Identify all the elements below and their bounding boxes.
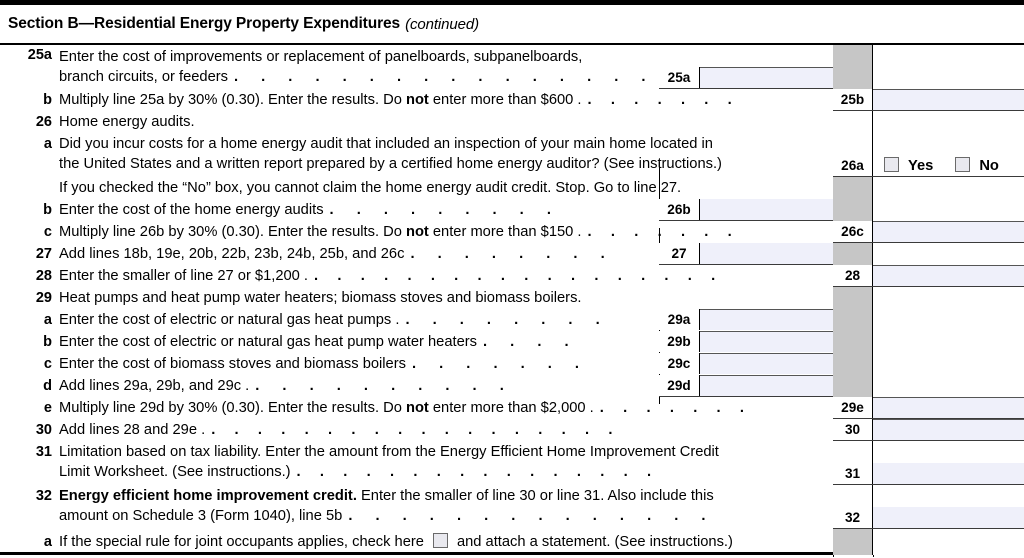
- checkbox-joint-occupants[interactable]: [433, 533, 448, 548]
- line-number-26c: c: [43, 224, 52, 240]
- gray-block-25a: [833, 45, 873, 89]
- line-text-32a: If the special rule for joint occupants applies, check here and attach a statement. (See instructions.): [59, 534, 733, 550]
- line-row-27: [0, 243, 1024, 265]
- box-label-25b: 25b: [833, 89, 873, 111]
- box-label-29c: 29c: [659, 353, 700, 374]
- line-number-28: 28: [35, 268, 52, 284]
- amount-field-32[interactable]: [873, 507, 1024, 529]
- box-label-26b: 26b: [659, 199, 700, 220]
- white-block-31-top: [833, 441, 873, 463]
- line-text-25a-part1: Enter the cost of improvements or replacement of panelboards, subpanelboards,: [59, 49, 583, 65]
- line-text-29c: Enter the cost of biomass stoves and biomass boilers . . . . . . .: [59, 356, 589, 372]
- line-text-29: Heat pumps and heat pump water heaters; biomass stoves and biomass boilers.: [59, 290, 582, 306]
- box-label-32: 32: [833, 507, 873, 529]
- leader-dots-32: . . . . . . . . . . . . . .: [348, 508, 715, 524]
- section-title: Section B—Residential Energy Property Expenditures: [8, 15, 401, 32]
- leader-dots-29c: . . . . . . .: [411, 356, 589, 372]
- line-row-32a: [0, 529, 1024, 555]
- line-text-27: Add lines 18b, 19e, 20b, 22b, 23b, 24b, 25b, and 26c . . . . . . . .: [59, 246, 615, 262]
- line-number-31: 31: [35, 444, 52, 460]
- line-number-25b: b: [43, 92, 52, 108]
- main-blank-29d: [873, 375, 1024, 397]
- form-table: [0, 43, 1024, 555]
- main-blank-29a: [873, 309, 1024, 331]
- checkbox-no-26a[interactable]: [955, 157, 970, 172]
- line-row-26-note: [0, 177, 1024, 199]
- leader-dots-31: . . . . . . . . . . . . . . . .: [296, 464, 659, 480]
- main-blank-26-note: [873, 177, 1024, 199]
- line-number-29a: a: [43, 312, 52, 328]
- line-number-30: 30: [35, 422, 52, 438]
- line-row-30: [0, 419, 1024, 441]
- gray-block-29: [833, 287, 873, 309]
- box-label-30: 30: [833, 419, 873, 441]
- main-blank-27: [873, 243, 1024, 265]
- gray-block-26b: [833, 199, 873, 221]
- line-text-29a: Enter the cost of electric or natural gas heat pumps . . . . . . . . .: [59, 312, 610, 328]
- gray-block-29d: [833, 375, 873, 397]
- line-number-26: 26: [35, 114, 52, 130]
- line-number-26b: b: [43, 202, 52, 218]
- line-text-32-part1: Energy efficient home improvement credit. Enter the smaller of line 30 or line 31. Also include this: [59, 488, 714, 504]
- leader-dots-25a: . . . . . . . . . . . . . . . .: [233, 69, 655, 85]
- line-row-29c: [0, 353, 1024, 375]
- label-no-26a: No: [979, 158, 999, 174]
- line-text-29d: Add lines 29a, 29b, and 29c . . . . . . . . . . .: [59, 378, 514, 394]
- line-text-32-part2: amount on Schedule 3 (Form 1040), line 5b . . . . . . . . . . . . . .: [59, 508, 715, 524]
- box-label-29a: 29a: [659, 309, 700, 330]
- main-blank-31-top: [873, 441, 1024, 463]
- line-number-29b: b: [43, 334, 52, 350]
- line-text-26b: Enter the cost of the home energy audits . . . . . . . . .: [59, 202, 561, 218]
- main-blank-26: [873, 111, 1024, 133]
- gray-block-26-note: [833, 177, 873, 199]
- line-text-29e: Multiply line 29d by 30% (0.30). Enter the results. Do not enter more than $2,000 . . . . . . . .: [59, 400, 752, 416]
- line-row-31: [0, 441, 1024, 485]
- main-blank-29c: [873, 353, 1024, 375]
- line-number-25a: 25a: [27, 47, 52, 63]
- line-text-31-part2: Limit Worksheet. (See instructions.) . . . . . . . . . . . . . . . .: [59, 464, 659, 480]
- line-text-26a-part2: the United States and a written report prepared by a certified home energy auditor? (See instructions.): [59, 156, 722, 172]
- line-row-29d: [0, 375, 1024, 397]
- line-row-29b: [0, 331, 1024, 353]
- leader-dots-28: . . . . . . . . . . . . . . . . . .: [314, 268, 723, 284]
- white-block-26a-top: [833, 133, 873, 155]
- line-number-26a: a: [43, 136, 52, 152]
- box-label-29d: 29d: [659, 375, 700, 396]
- leader-dots-30: . . . . . . . . . . . . . . . . . .: [211, 422, 621, 438]
- line-text-31-part1: Limitation based on tax liability. Enter the amount from the Energy Efficient Home Improvement Credit: [59, 444, 719, 460]
- line-number-29: 29: [35, 290, 52, 306]
- main-blank-25a: [873, 45, 1024, 89]
- main-blank-26a-top: [873, 133, 1024, 155]
- gray-block-29a: [833, 309, 873, 331]
- line-number-32: 32: [35, 488, 52, 504]
- gray-block-27: [833, 243, 873, 265]
- amount-field-28[interactable]: [873, 265, 1024, 287]
- line-row-26b: [0, 199, 1024, 221]
- box-label-26a: 26a: [833, 155, 873, 177]
- amount-field-26c[interactable]: [873, 221, 1024, 243]
- box-label-29e: 29e: [833, 397, 873, 419]
- box-label-26c: 26c: [833, 221, 873, 243]
- line-row-32: [0, 485, 1024, 529]
- line-text-26: Home energy audits.: [59, 114, 195, 130]
- leader-dots-29b: . . . .: [483, 334, 579, 350]
- amount-field-29e[interactable]: [873, 397, 1024, 419]
- leader-dots-29e: . . . . . . .: [599, 400, 752, 416]
- line-number-32a: a: [43, 534, 52, 550]
- line-row-25a: [0, 45, 1024, 89]
- line-text-26c: Multiply line 26b by 30% (0.30). Enter the results. Do not enter more than $150 . . . . . . . .: [59, 224, 740, 240]
- label-yes-26a: Yes: [908, 158, 934, 174]
- white-block-32-top: [833, 485, 873, 507]
- box-label-25a: 25a: [659, 67, 700, 88]
- box-label-28: 28: [833, 265, 873, 287]
- leader-dots-26b: . . . . . . . . .: [329, 202, 561, 218]
- line-row-26c: [0, 221, 1024, 243]
- amount-field-31[interactable]: [873, 463, 1024, 485]
- yes-no-group-26a: [884, 155, 999, 177]
- line-text-26-note: If you checked the “No” box, you cannot claim the home energy audit credit. Stop. Go to line 27.: [59, 180, 682, 196]
- leader-dots-25b: . . . . . . .: [587, 92, 740, 108]
- line-row-29e: [0, 397, 1024, 419]
- white-block-26: [833, 111, 873, 133]
- inner-blank-29: [659, 287, 833, 309]
- line-row-26a: [0, 133, 1024, 177]
- line-number-29c: c: [43, 356, 52, 372]
- main-blank-26b: [873, 199, 1024, 221]
- line-row-25b: [0, 89, 1024, 111]
- line-number-27: 27: [35, 246, 52, 262]
- line-row-29a: [0, 309, 1024, 331]
- leader-dots-29a: . . . . . . . .: [405, 312, 610, 328]
- line-text-25a-part2: branch circuits, or feeders . . . . . . . . . . . . . . . .: [59, 69, 655, 85]
- line-row-26: [0, 111, 1024, 133]
- main-blank-29b: [873, 331, 1024, 353]
- line-text-25b: Multiply line 25a by 30% (0.30). Enter the results. Do not enter more than $600 . . . . . . . .: [59, 92, 740, 108]
- gray-block-29c: [833, 353, 873, 375]
- box-label-27: 27: [659, 243, 700, 264]
- line-text-29b: Enter the cost of electric or natural gas heat pump water heaters . . . .: [59, 334, 579, 350]
- line-row-28: [0, 265, 1024, 287]
- main-blank-32-top: [873, 485, 1024, 507]
- leader-dots-26c: . . . . . . .: [587, 224, 740, 240]
- box-label-29b: 29b: [659, 331, 700, 352]
- main-blank-32a: [873, 529, 1024, 555]
- checkbox-yes-26a[interactable]: [884, 157, 899, 172]
- line-text-30: Add lines 28 and 29e . . . . . . . . . . . . . . . . . . .: [59, 422, 621, 438]
- line-number-29d: d: [43, 378, 52, 394]
- amount-field-30[interactable]: [873, 419, 1024, 441]
- inner-blank-25a: [659, 45, 833, 67]
- line-text-26a-part1: Did you incur costs for a home energy audit that included an inspection of your main home located in: [59, 136, 713, 152]
- line-row-29: [0, 287, 1024, 309]
- leader-dots-29d: . . . . . . . . . .: [255, 378, 514, 394]
- line-text-28: Enter the smaller of line 27 or $1,200 . . . . . . . . . . . . . . . . . . .: [59, 268, 723, 284]
- gray-block-32a: [833, 529, 873, 555]
- line-number-29e: e: [43, 400, 52, 416]
- section-heading: [0, 5, 1024, 43]
- box-label-31: 31: [833, 463, 873, 485]
- gray-block-29b: [833, 331, 873, 353]
- amount-field-25b[interactable]: [873, 89, 1024, 111]
- main-blank-29: [873, 287, 1024, 309]
- section-continued-note: (continued): [405, 15, 480, 33]
- leader-dots-27: . . . . . . . .: [410, 246, 615, 262]
